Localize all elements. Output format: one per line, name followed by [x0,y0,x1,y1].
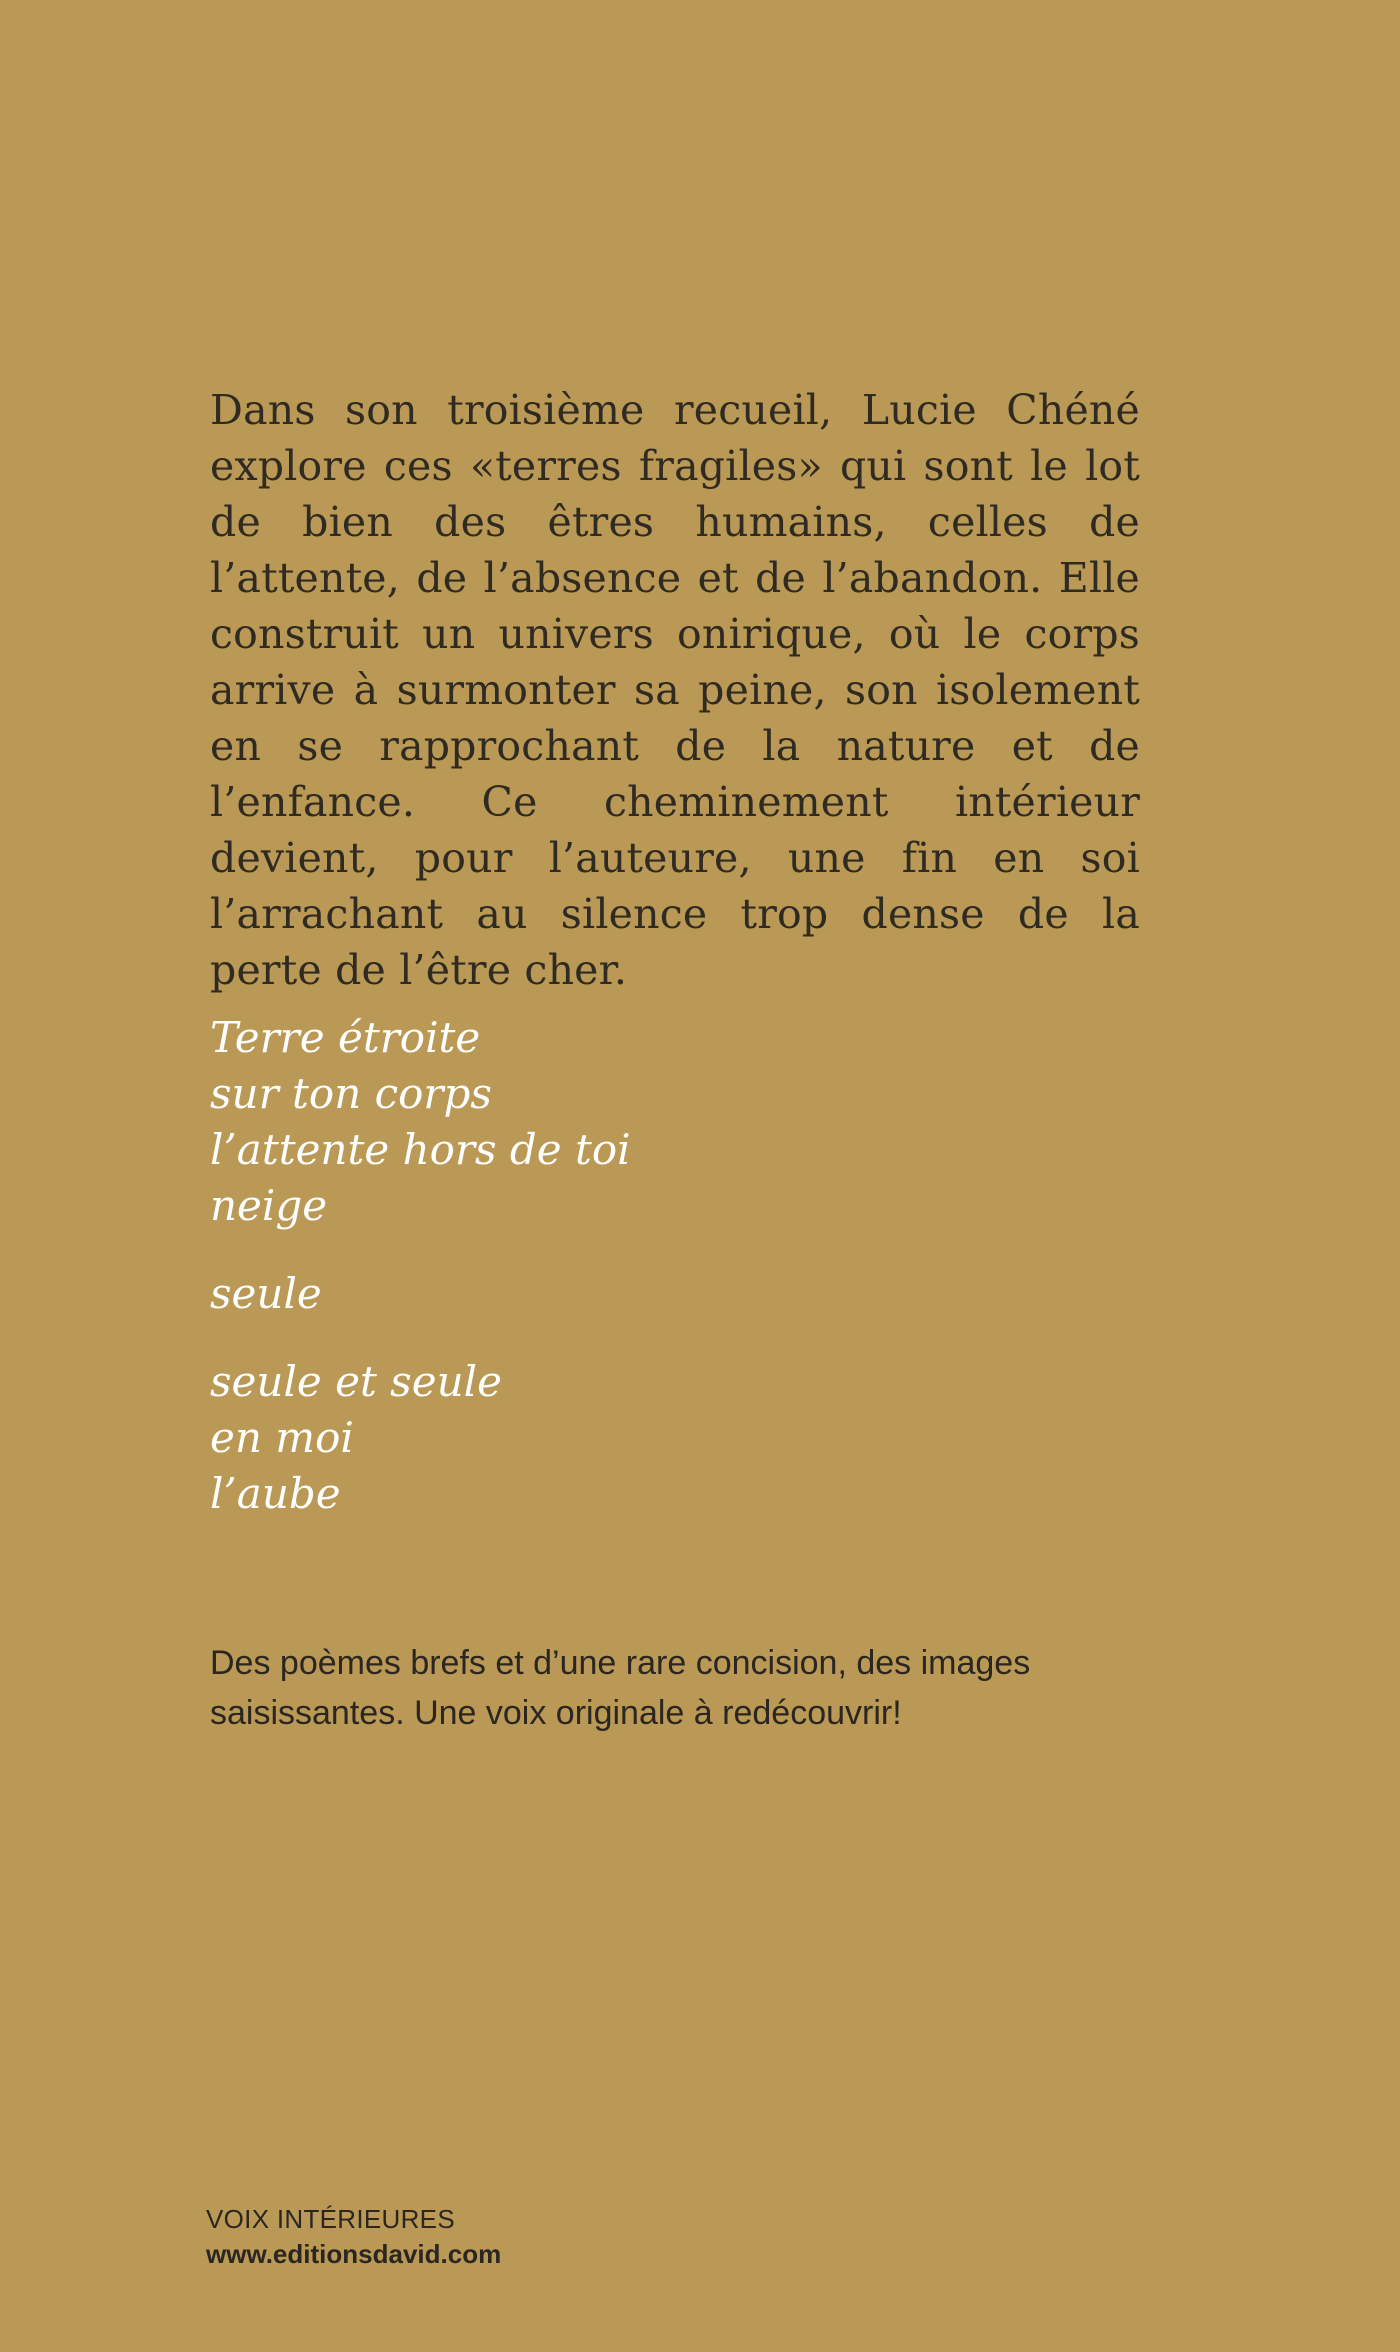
website-link[interactable]: www.editionsdavid.com [206,2239,502,2269]
poem-line: sur ton corps [210,1069,492,1118]
poem-stanza-1 [210,1010,1110,1234]
poem-line: l’attente hors de toi [210,1125,631,1174]
book-description: Dans son troisième recueil, Lucie Chéné explore ces «terres fragiles» qui sont le lot de bien des êtres humains, celles de l’attente, de l’absence et de l’abandon. Elle construit un univers onirique, où le corps arrive à surmonter sa peine, son isolement en se rapprochant de la nature et de l’enfance. Ce cheminement intérieur devient, pour l’auteure, une fin en soi l’arrachant au silence trop dense de la perte de l’être cher. [210,386,1140,994]
poem-line: seule [210,1269,322,1318]
tagline: Des poèmes brefs et d’une rare concision, des images saisissantes. Une voix originale à redécouvrir! [210,1644,1031,1732]
poem-line: neige [210,1181,328,1230]
poem-excerpt [210,1010,1110,1554]
poem-stanza-2 [210,1266,1110,1322]
poem-line: en moi [210,1413,354,1462]
collection-name: VOIX INTÉRIEURES [206,2204,455,2234]
poem-line: Terre étroite [210,1013,481,1062]
poem-stanza-3 [210,1354,1110,1522]
poem-line: l’aube [210,1469,341,1518]
poem-line: seule et seule [210,1357,502,1406]
footer [206,2202,906,2272]
